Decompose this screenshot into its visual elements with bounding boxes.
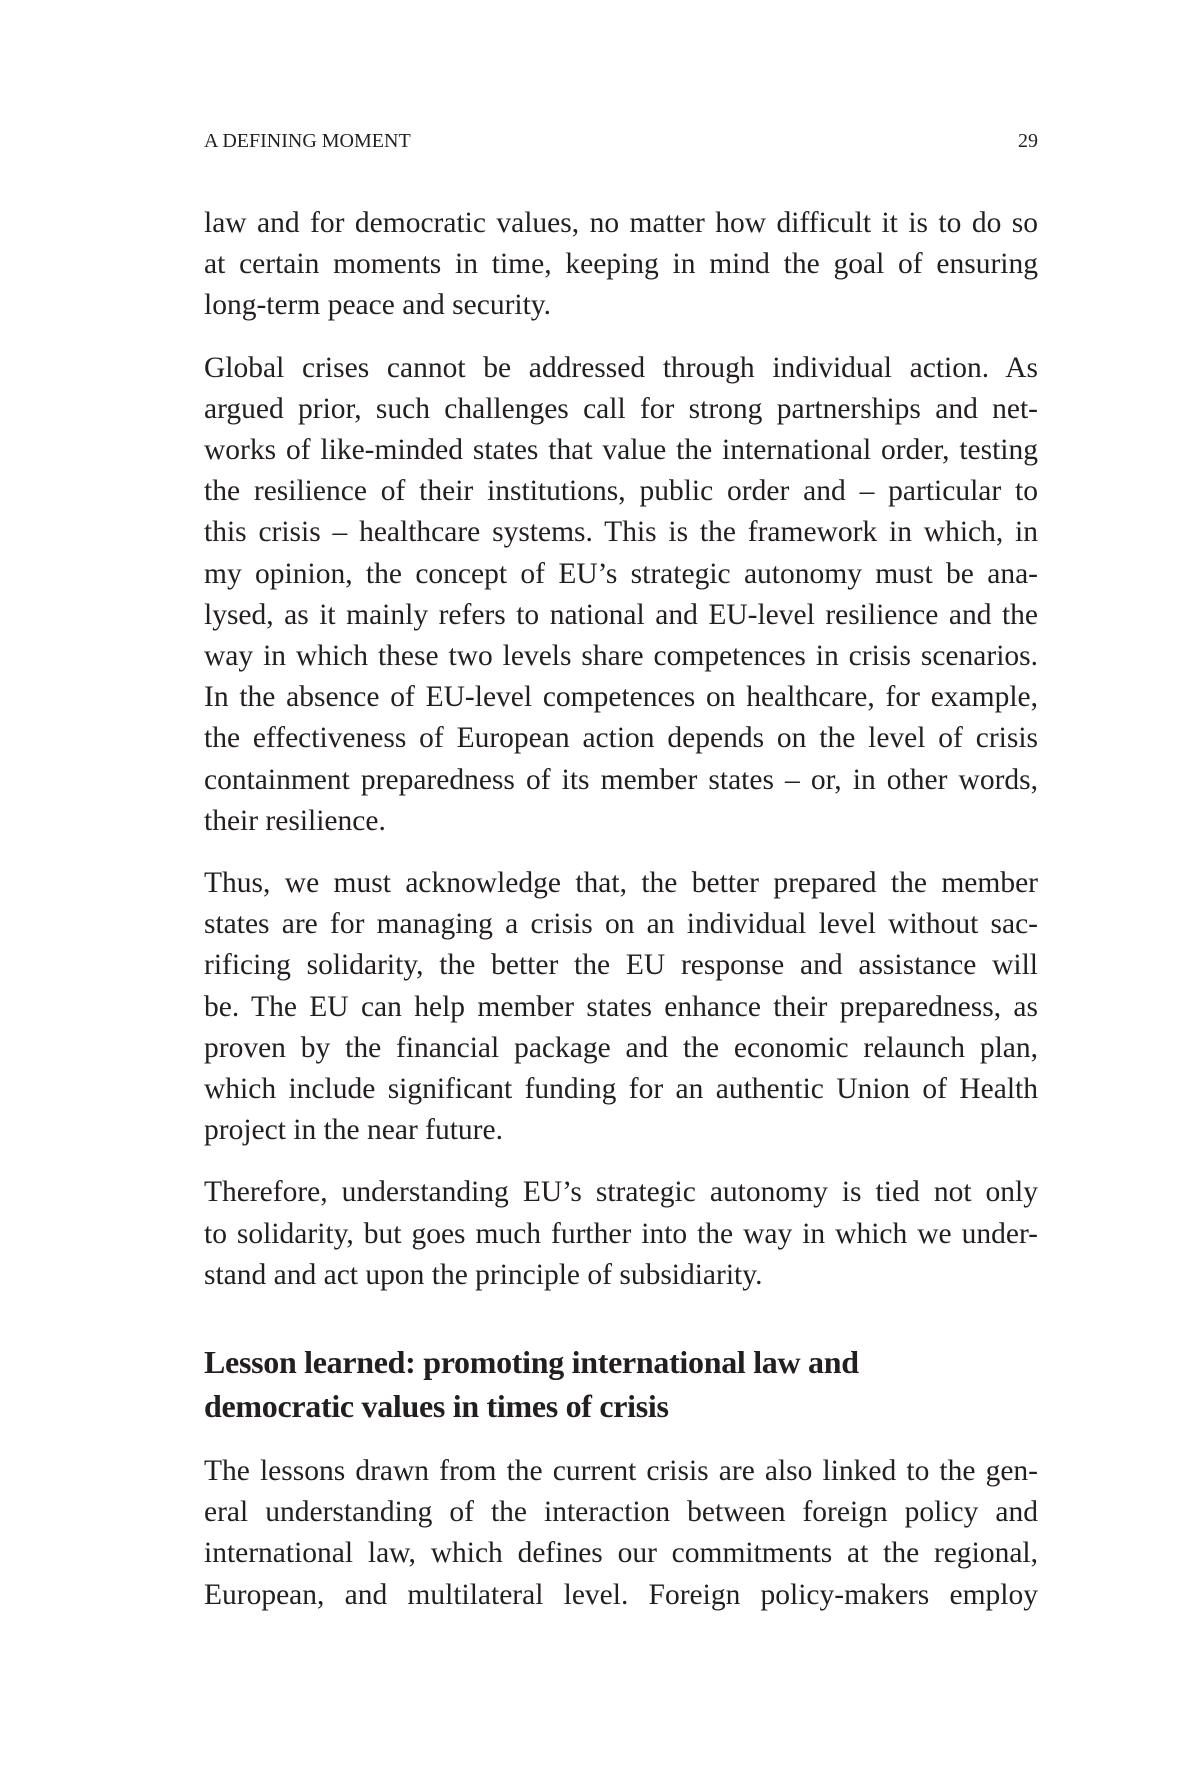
- text-line: proven by the financial package and the economic relaunch plan,: [204, 1031, 1038, 1064]
- text-line: their resilience.: [204, 804, 386, 837]
- text-line: the effectiveness of European action depends on the level of crisis: [204, 722, 1038, 755]
- page-body: [204, 203, 1038, 1637]
- section-heading: [204, 1340, 1038, 1428]
- paragraph-3: [204, 863, 1038, 1151]
- text-line: project in the near future.: [204, 1114, 503, 1147]
- text-line: way in which these two levels share competences in crisis scenarios.: [204, 640, 1038, 673]
- text-line: international law, which defines our commitments at the regional,: [204, 1537, 1038, 1570]
- text-line: be. The EU can help member states enhance their preparedness, as: [204, 990, 1038, 1023]
- text-line: stand and act upon the principle of subsidiarity.: [204, 1258, 763, 1291]
- paragraph-4: [204, 1172, 1038, 1296]
- text-line: argued prior, such challenges call for strong partnerships and net-: [204, 392, 1038, 425]
- text-line: states are for managing a crisis on an individual level without sac-: [204, 908, 1038, 941]
- text-line: my opinion, the concept of EU’s strategic autonomy must be ana-: [204, 557, 1038, 590]
- text-line: Thus, we must acknowledge that, the better prepared the member: [204, 867, 1038, 900]
- text-line: law and for democratic values, no matter how difficult it is to do so: [204, 207, 1038, 239]
- text-line: Therefore, understanding EU’s strategic autonomy is tied not only: [204, 1176, 1038, 1209]
- text-line: In the absence of EU-level competences on healthcare, for example,: [204, 681, 1038, 714]
- text-line: at certain moments in time, keeping in mind the goal of ensuring: [204, 248, 1038, 281]
- running-title: A DEFINING MOMENT: [204, 130, 411, 152]
- page-number: 29: [1018, 130, 1038, 152]
- heading-line: democratic values in times of crisis: [204, 1388, 669, 1425]
- text-line: this crisis – healthcare systems. This is the framework in which, in: [204, 516, 1038, 549]
- paragraph-2: [204, 348, 1038, 842]
- text-line: to solidarity, but goes much further into the way in which we under-: [204, 1217, 1038, 1250]
- paragraph-5: [204, 1451, 1038, 1616]
- text-line: European, and multilateral level. Foreign policy-makers employ: [204, 1578, 1038, 1611]
- text-line: the resilience of their institutions, public order and – particular to: [204, 475, 1038, 508]
- text-line: eral understanding of the interaction between foreign policy and: [204, 1496, 1038, 1529]
- paragraph-1: [204, 203, 1038, 327]
- text-line: rificing solidarity, the better the EU response and assistance will: [204, 949, 1038, 982]
- text-line: containment preparedness of its member states – or, in other words,: [204, 763, 1038, 796]
- text-line: Global crises cannot be addressed through individual action. As: [204, 351, 1038, 384]
- running-header: [204, 128, 1038, 154]
- text-line: works of like-minded states that value the international order, testing: [204, 434, 1038, 467]
- heading-line: Lesson learned: promoting international law and: [204, 1344, 859, 1381]
- text-line: which include significant funding for an authentic Union of Health: [204, 1073, 1038, 1106]
- text-line: The lessons drawn from the current crisis are also linked to the gen-: [204, 1455, 1038, 1488]
- text-line: lysed, as it mainly refers to national and EU-level resilience and the: [204, 598, 1038, 631]
- text-line: long-term peace and security.: [204, 289, 552, 322]
